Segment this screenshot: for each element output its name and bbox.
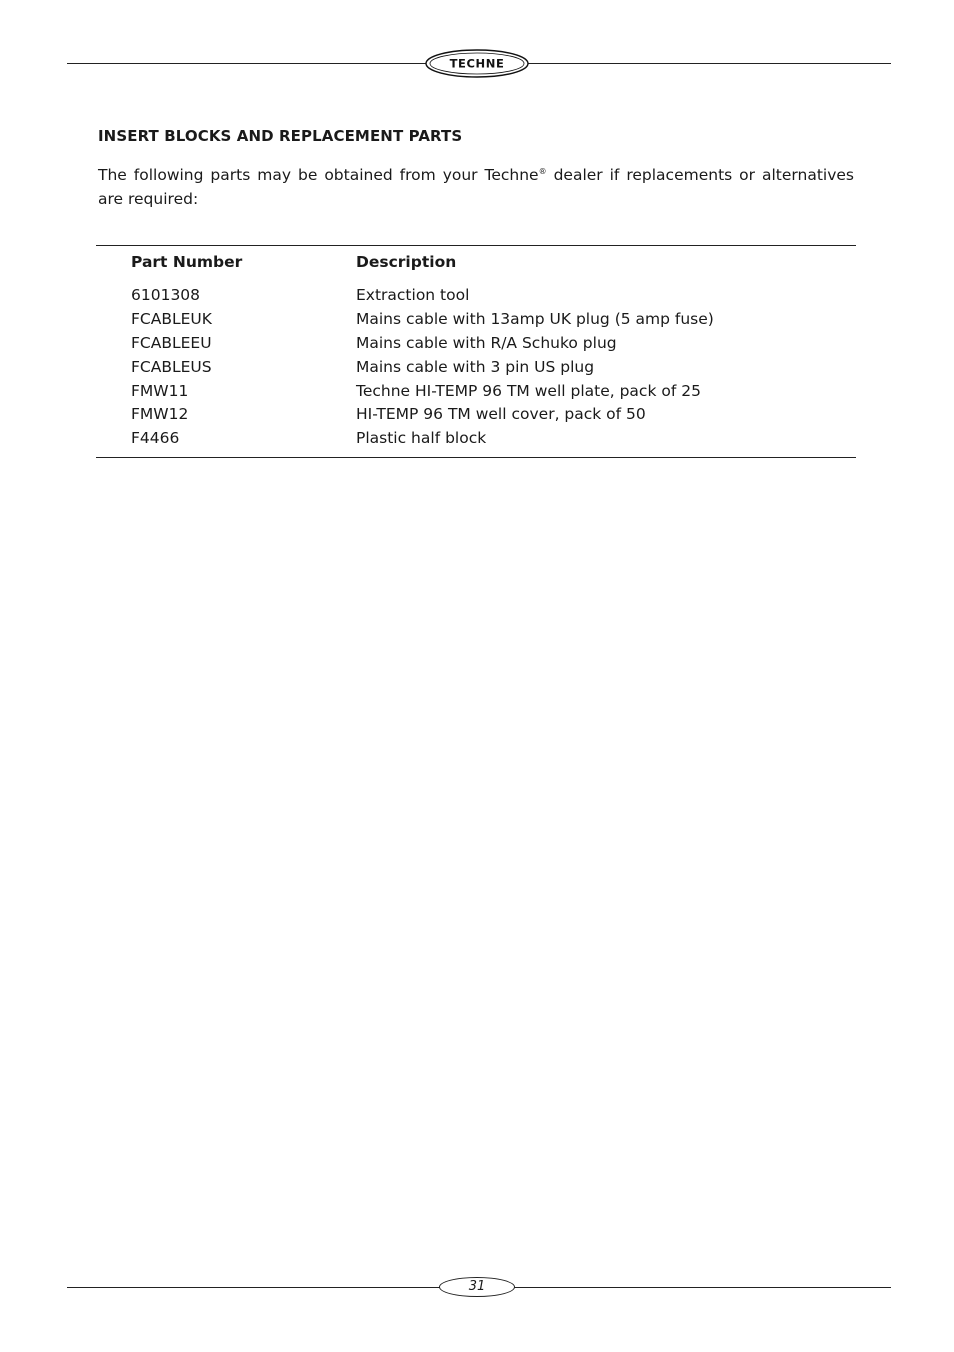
description-cell: Plastic half block — [356, 429, 487, 448]
page-number: 31 — [439, 1277, 515, 1297]
description-header: Description — [356, 253, 457, 271]
table-row — [131, 355, 831, 379]
table-row — [131, 331, 831, 355]
part-number-cell: FCABLEUS — [131, 357, 212, 376]
intro-text-start: The following parts may be obtained from your Techne — [98, 166, 539, 184]
parts-list — [131, 283, 831, 450]
registered-mark: ® — [538, 167, 547, 176]
table-top-rule — [96, 245, 856, 246]
description-cell: HI-TEMP 96 TM well cover, pack of 50 — [356, 405, 646, 424]
logo-text: TECHNE — [449, 56, 505, 71]
part-number-header: Part Number — [131, 253, 243, 271]
table-row — [131, 379, 831, 403]
part-number-cell: FMW11 — [131, 381, 189, 400]
intro-text-end: dealer if replacements or alternatives are required: — [98, 166, 855, 208]
description-cell: Mains cable with R/A Schuko plug — [356, 333, 617, 352]
table-row — [131, 307, 831, 331]
description-cell: Techne HI-TEMP 96 TM well plate, pack of 25 — [356, 381, 701, 400]
part-number-cell: 6101308 — [131, 286, 201, 304]
description-cell: Extraction tool — [356, 286, 470, 304]
techne-logo — [425, 49, 529, 78]
description-cell: Mains cable with 3 pin US plug — [356, 357, 595, 376]
table-row — [131, 426, 831, 450]
part-number-cell: FCABLEEU — [131, 333, 212, 352]
part-number-cell: FMW12 — [131, 405, 189, 424]
description-cell: Mains cable with 13amp UK plug (5 amp fuse) — [356, 309, 714, 328]
intro-paragraph — [98, 160, 854, 211]
part-number-cell: FCABLEUK — [131, 309, 212, 328]
table-row — [131, 283, 831, 307]
table-bottom-rule — [96, 457, 856, 458]
section-heading: INSERT BLOCKS AND REPLACEMENT PARTS — [98, 127, 463, 145]
table-row — [131, 402, 831, 426]
part-number-cell: F4466 — [131, 429, 180, 448]
